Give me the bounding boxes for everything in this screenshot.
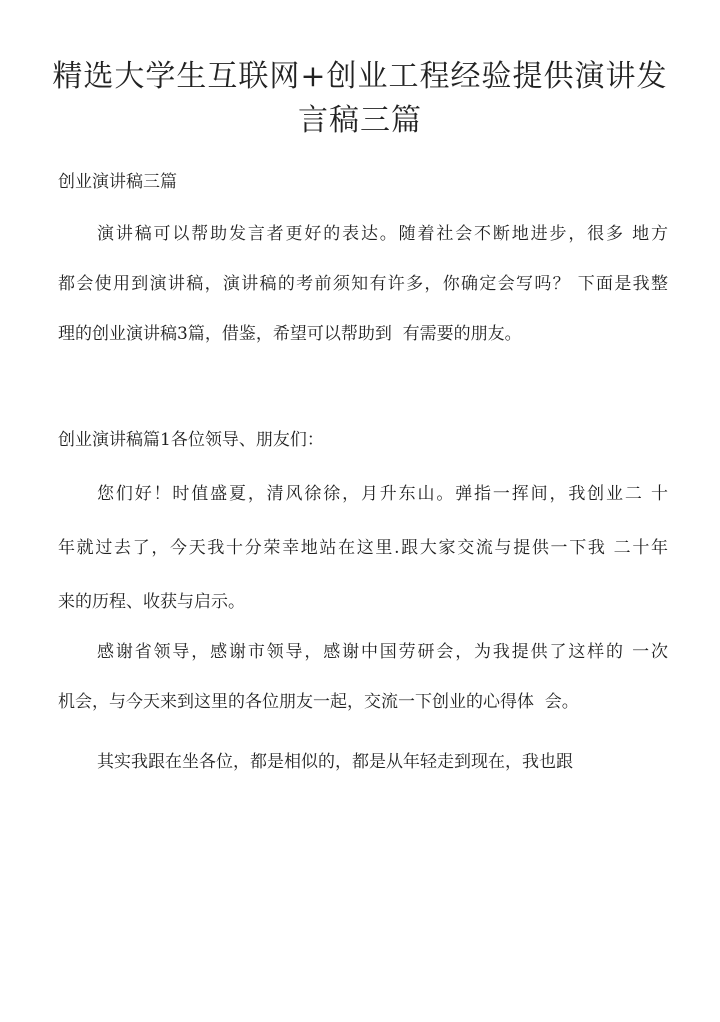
paragraph-line: 理的创业演讲稿3篇，借鉴，希望可以帮助到 有需要的朋友。 — [58, 324, 522, 344]
paragraph-line: 演讲稿可以帮助发言者更好的表达。随着社会不断地进步，很多 地方 — [97, 224, 668, 244]
section-heading: 创业演讲稿三篇 — [58, 172, 177, 192]
paragraph-line: 年就过去了，今天我十分荣幸地站在这里.跟大家交流与提供一下我 二十年 — [58, 538, 668, 558]
paragraph-line: 来的历程、收获与启示。 — [58, 592, 245, 612]
paragraph-line: 您们好！时值盛夏，清风徐徐，月升东山。弹指一挥间，我创业二 十 — [97, 484, 668, 504]
document-title-line-1: 精选大学生互联网+创业工程经验提供演讲发 — [52, 59, 668, 94]
paragraph-line: 机会，与今天来到这里的各位朋友一起，交流一下创业的心得体 会。 — [58, 692, 579, 712]
paragraph-line: 都会使用到演讲稿，演讲稿的考前须知有许多，你确定会写吗？ 下面是我整 — [58, 274, 668, 294]
paragraph-line: 其实我跟在坐各位，都是相似的，都是从年轻走到现在，我也跟 — [97, 752, 573, 772]
paragraph-line: 感谢省领导，感谢市领导，感谢中国劳研会，为我提供了这样的 一次 — [97, 642, 668, 662]
speech-heading: 创业演讲稿篇1各位领导、朋友们： — [58, 430, 324, 450]
document-title-line-2: 言稿三篇 — [298, 103, 422, 138]
